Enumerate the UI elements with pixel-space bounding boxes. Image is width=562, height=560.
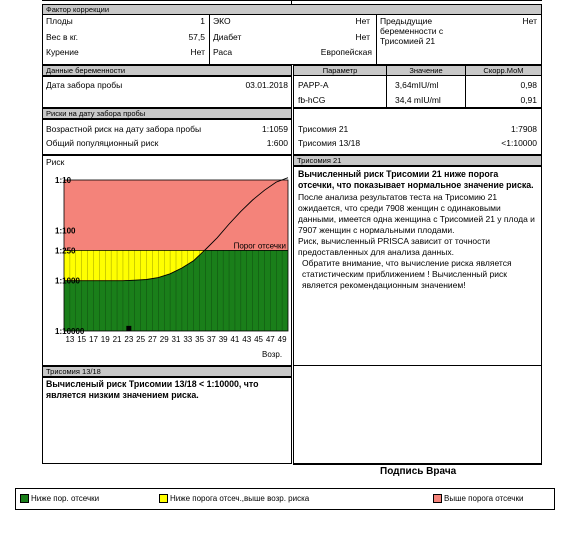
sample-date-value: 03.01.2018: [245, 80, 288, 90]
params-col-value: Значение: [386, 65, 466, 76]
x-tick-label: 19: [100, 335, 110, 344]
diabetes-label: Диабет: [213, 32, 242, 42]
weight-label: Вес в кг.: [46, 32, 79, 42]
t21-accuracy-note: Риск, вычисленный PRISCA зависит от точности предоставленных для анализа данных.: [298, 236, 491, 257]
legend-above-label: Выше порога отсечки: [444, 494, 524, 503]
pop-risk-label: Общий популяционный риск: [46, 138, 159, 148]
x-tick-label: 45: [254, 335, 263, 344]
x-tick-label: 17: [89, 335, 98, 344]
param-row-value: 34,4 mIU/ml: [395, 95, 441, 105]
x-tick-label: 21: [112, 335, 122, 344]
x-tick-label: 37: [206, 335, 216, 344]
t21-risk-value: 1:7908: [511, 124, 537, 134]
param-row-value: 3,64mIU/ml: [395, 80, 439, 90]
legend-between-label: Ниже порога отсеч.,выше возр. риска: [170, 494, 310, 503]
t1318-risk-label: Трисомия 13/18: [298, 138, 361, 148]
x-tick-label: 15: [77, 335, 87, 344]
prev-value: Нет: [522, 16, 537, 26]
param-row-name: PAPP-A: [298, 80, 329, 90]
eco-value: Нет: [355, 16, 370, 26]
y-tick-label: 1:100: [55, 226, 76, 236]
t21-risk-label: Трисомия 21: [298, 124, 349, 134]
x-tick-label: 25: [136, 335, 146, 344]
fruits-value: 1: [200, 16, 205, 26]
x-tick-label: 47: [265, 335, 275, 344]
pop-risk-value: 1:600: [266, 138, 288, 148]
zone-above-cutoff: [64, 180, 288, 250]
param-row-name: fb-hCG: [298, 95, 326, 105]
y-tick-label: 1:10000: [55, 327, 85, 336]
diabetes-value: Нет: [355, 32, 370, 42]
race-value: Европейская: [320, 47, 372, 57]
y-tick-label: 1:1000: [55, 276, 80, 286]
legend-below-label: Ниже пор. отсечки: [31, 494, 100, 503]
empty-panel: [293, 366, 542, 464]
risk-chart: [42, 166, 292, 366]
patient-risk-marker: [126, 326, 131, 331]
race-label: Раса: [213, 47, 233, 57]
x-tick-label: 33: [183, 335, 193, 344]
eco-label: ЭКО: [213, 16, 231, 26]
t1318-panel-header: Трисомия 13/18: [42, 366, 292, 377]
x-tick-label: 31: [171, 335, 181, 344]
legend-swatch-above: [433, 494, 442, 503]
smoking-label: Курение: [46, 47, 79, 57]
y-tick-label: 1:250: [55, 246, 76, 256]
x-axis-unit: Возр.: [262, 350, 283, 359]
x-tick-label: 49: [277, 335, 287, 344]
y-tick-label: 1:10: [55, 176, 72, 185]
x-tick-label: 39: [218, 335, 228, 344]
fruits-label: Плоды: [46, 16, 73, 26]
signature-line: [293, 464, 542, 465]
weight-value: 57,5: [188, 32, 205, 42]
x-tick-label: 35: [195, 335, 205, 344]
x-tick-label: 41: [230, 335, 240, 344]
risks-header: Риски на дату забора пробы: [42, 108, 292, 119]
sample-date-label: Дата забора пробы: [46, 80, 123, 90]
t21-statistical-note: Обратите внимание, что вычисление риска является статистическим приближением ! Вычисленный риск является рекомендационным значением!: [302, 258, 512, 290]
x-tick-label: 13: [65, 335, 75, 344]
t21-conclusion: Вычисленный риск Трисомии 21 ниже порога отсечки, что показывает нормальное значение риска.: [298, 169, 534, 190]
doctor-signature-label: Подпись Врача: [380, 466, 457, 477]
x-tick-label: 27: [147, 335, 157, 344]
legend-swatch-below: [20, 494, 29, 503]
age-risk-label: Возрастной риск на дату забора пробы: [46, 124, 202, 134]
t1318-conclusion: Вычисленый риск Трисомии 13/18 < 1:10000, что является низким значением риска.: [46, 379, 259, 400]
t21-panel-header: Трисомия 21: [293, 155, 542, 166]
x-tick-label: 43: [242, 335, 252, 344]
prev-label: Предыдущие беременности с Трисомией 21: [380, 16, 444, 46]
correction-header: Фактор коррекции: [42, 4, 542, 15]
param-row-mom: 0,91: [520, 95, 537, 105]
x-tick-label: 29: [159, 335, 169, 344]
params-col-param: Параметр: [293, 65, 387, 76]
param-row-mom: 0,98: [520, 80, 537, 90]
top-border: [42, 0, 542, 1]
t21-panel-body: [298, 169, 536, 291]
t21-explanation: После анализа результатов теста на Трисомию 21 ожидается, что среди 7908 женщин с одинаковыми данными, имеется одна женщина с Трисомией 21 у плода и 7907 женщин с нормальными плодами.: [298, 192, 535, 235]
risk-chart-header: Риск: [46, 157, 65, 167]
legend-swatch-between: [159, 494, 168, 503]
params-col-mom: Скорр.МоМ: [465, 65, 542, 76]
age-risk-value: 1:1059: [262, 124, 288, 134]
pregnancy-header: Данные беременности: [42, 65, 292, 76]
cutoff-label: Порог отсечки: [233, 241, 286, 251]
smoking-value: Нет: [190, 47, 205, 57]
x-tick-label: 23: [124, 335, 134, 344]
t1318-risk-value: <1:10000: [501, 138, 537, 148]
